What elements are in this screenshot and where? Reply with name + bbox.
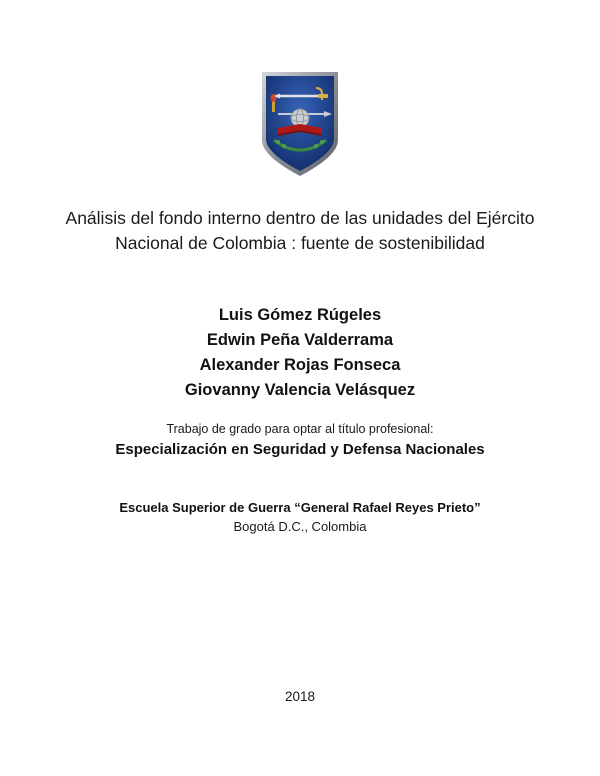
- author-list: [60, 303, 540, 403]
- author-name: Giovanny Valencia Velásquez: [184, 381, 416, 399]
- institution-city: Bogotá D.C., Colombia: [233, 519, 367, 534]
- author-name: Edwin Peña Valderrama: [206, 331, 394, 349]
- degree-name: Especialización en Seguridad y Defensa Nacionales: [115, 441, 485, 458]
- author-name: Alexander Rojas Fonseca: [199, 356, 401, 374]
- military-school-shield-icon: [256, 70, 344, 178]
- author-name: Luis Gómez Rúgeles: [218, 306, 382, 324]
- publication-year: 2018: [284, 689, 316, 704]
- institution-name: Escuela Superior de Guerra “General Rafael Reyes Prieto”: [119, 500, 481, 515]
- document-title: Análisis del fondo interno dentro de las unidades del Ejército Nacional de Colombia : fuente de sostenibilidad: [65, 208, 535, 253]
- degree-purpose-text: Trabajo de grado para optar al título profesional:: [166, 422, 434, 436]
